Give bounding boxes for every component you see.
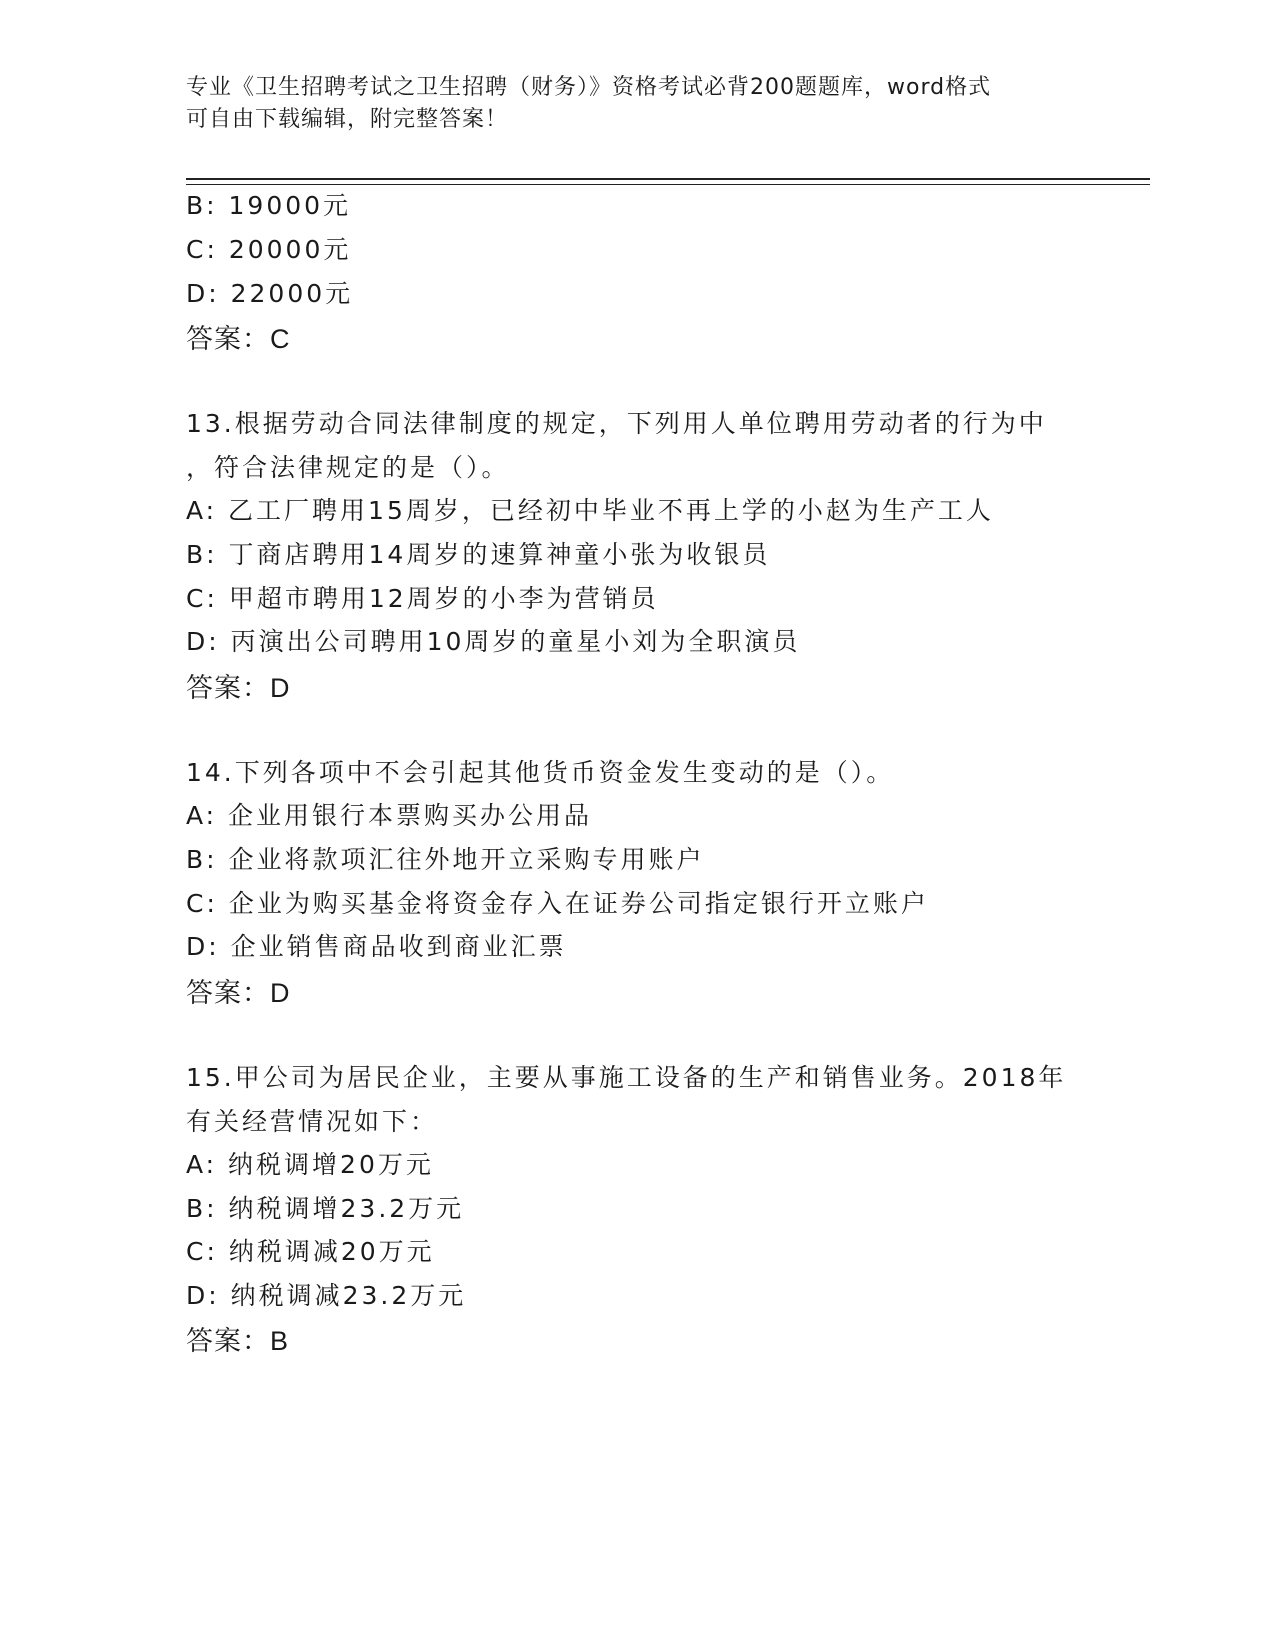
- q14-option-d: D: 企业销售商品收到商业汇票: [186, 932, 567, 961]
- header-rule-thick: [186, 178, 1150, 180]
- q13-option-c: C: 甲超市聘用12周岁的小李为营销员: [186, 584, 659, 613]
- q15-option-b: B: 纳税调增23.2万元: [186, 1194, 465, 1223]
- q12-option-d: D: 22000元: [186, 279, 354, 308]
- q13-stem-line-1: 13.根据劳动合同法律制度的规定，下列用人单位聘用劳动者的行为中: [186, 409, 1047, 438]
- q15-option-d: D: 纳税调减23.2万元: [186, 1281, 467, 1310]
- q14-option-c: C: 企业为购买基金将资金存入在证券公司指定银行开立账户: [186, 889, 929, 918]
- q15-stem-line-2: 有关经营情况如下：: [186, 1107, 439, 1136]
- header-line-1: 专业《卫生招聘考试之卫生招聘（财务）》资格考试必背200题题库，word格式: [186, 75, 992, 100]
- q15-option-c: C: 纳税调减20万元: [186, 1237, 435, 1266]
- q13-answer: 答案：D: [186, 673, 291, 703]
- q13-stem-line-2: ，符合法律规定的是（）。: [186, 453, 510, 482]
- q13-option-b: B: 丁商店聘用14周岁的速算神童小张为收银员: [186, 540, 771, 569]
- q12-option-c: C: 20000元: [186, 235, 352, 264]
- q15-option-a: A: 纳税调增20万元: [186, 1150, 434, 1179]
- q14-answer: 答案：D: [186, 978, 291, 1008]
- q13-option-d: D: 丙演出公司聘用10周岁的童星小刘为全职演员: [186, 627, 801, 656]
- header-rule-thin: [186, 184, 1150, 185]
- q13-option-a: A: 乙工厂聘用15周岁，已经初中毕业不再上学的小赵为生产工人: [186, 496, 994, 525]
- q12-option-b: B: 19000元: [186, 191, 352, 220]
- header-line-2: 可自由下载编辑，附完整答案！: [186, 107, 509, 132]
- document-header: [186, 72, 1086, 136]
- q14-stem-line-1: 14.下列各项中不会引起其他货币资金发生变动的是（）。: [186, 758, 895, 787]
- q15-answer: 答案：B: [186, 1326, 290, 1356]
- q14-option-a: A: 企业用银行本票购买办公用品: [186, 801, 593, 830]
- q15-stem-line-1: 15.甲公司为居民企业，主要从事施工设备的生产和销售业务。2018年: [186, 1063, 1067, 1092]
- q14-option-b: B: 企业将款项汇往外地开立采购专用账户: [186, 845, 705, 874]
- q12-answer: 答案：C: [186, 324, 291, 354]
